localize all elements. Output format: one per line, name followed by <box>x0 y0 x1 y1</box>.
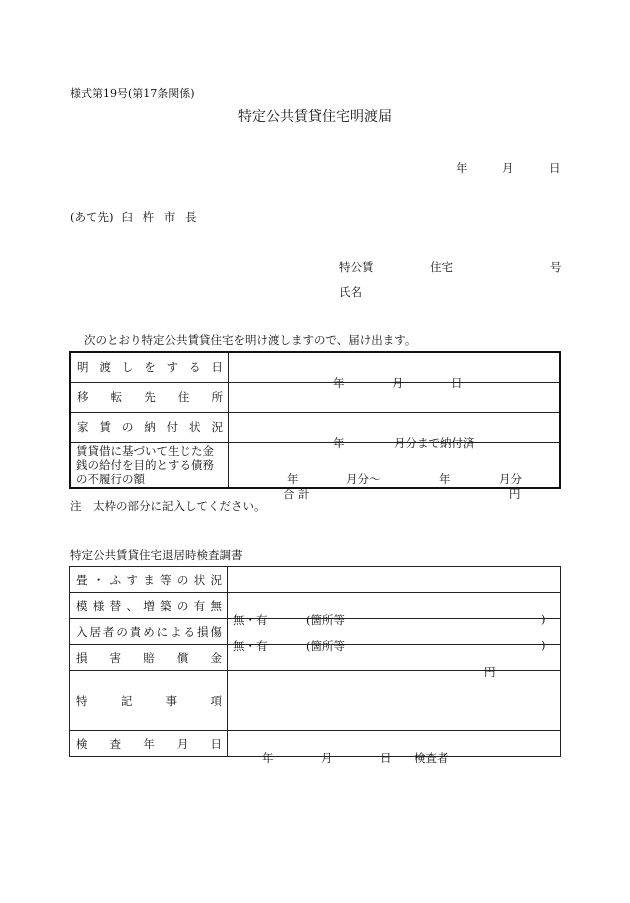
applicant-name-label: 氏名 <box>339 285 362 299</box>
spread-label <box>71 419 228 435</box>
label-char: 者 <box>102 624 115 639</box>
label-char: 日 <box>210 736 222 751</box>
debt-total-label: 合 計 <box>283 486 310 501</box>
debt-from-month-unit: 月分〜 <box>346 471 381 486</box>
compensation-yen-unit: 円 <box>484 664 496 679</box>
label-char: 特 <box>76 693 88 708</box>
debt-to-month-unit: 月分 <box>499 471 522 486</box>
label-char: 住 <box>177 390 190 404</box>
vacate-day-unit: 日 <box>451 376 463 391</box>
rent-year-unit: 年 <box>333 436 345 450</box>
label-char: 付 <box>166 420 179 434</box>
label-char: 居 <box>89 624 101 639</box>
label-char: 月 <box>176 736 189 751</box>
label-char: 有 <box>193 598 206 613</box>
inspector-label: 検査者 <box>414 750 449 765</box>
label-char: ふ <box>109 572 122 587</box>
addressee-prefix: (あて先) <box>70 210 114 224</box>
inspection-day-unit: 日 <box>380 750 392 765</box>
rent-status-label <box>70 412 229 442</box>
damage-field[interactable] <box>228 619 561 653</box>
debt-yen-unit: 円 <box>509 486 521 501</box>
renovation-close-paren: ) <box>541 611 546 626</box>
vacate-month-unit: 月 <box>392 376 404 391</box>
label-char: 増 <box>143 598 155 613</box>
label-char: の <box>116 624 128 639</box>
damage-choice[interactable]: 無・有 <box>233 638 268 653</box>
label-char: す <box>166 360 179 375</box>
label-char: の <box>176 598 189 613</box>
label-char: 検 <box>76 736 88 751</box>
label-char: 記 <box>120 693 133 708</box>
label-char: る <box>183 624 195 639</box>
label-char: 損 <box>76 650 88 665</box>
label-char: 、 <box>126 598 138 613</box>
rent-month-paid-text: 月分まで納付済 <box>394 436 475 450</box>
label-char: 先 <box>144 390 156 404</box>
housing-unit-label: 住宅 <box>430 260 453 274</box>
label-char: 様 <box>92 598 105 613</box>
label-char: 賠 <box>143 650 155 665</box>
new-address-label <box>70 382 229 412</box>
label-char: ・ <box>92 572 105 587</box>
vacate-year-unit: 年 <box>333 376 345 391</box>
debt-to-year-unit: 年 <box>439 471 451 486</box>
compensation-label <box>70 645 228 671</box>
addressee <box>70 209 199 225</box>
label-char: 無 <box>210 598 222 613</box>
table-row <box>70 567 561 593</box>
label-char: 項 <box>210 693 222 708</box>
date-day-label: 日 <box>549 161 561 175</box>
vacate-notice-table <box>69 351 561 501</box>
label-char: 況 <box>211 420 223 434</box>
table-row <box>70 352 560 382</box>
label-char: 賃 <box>99 420 111 434</box>
vacate-date-field[interactable] <box>229 352 561 391</box>
damage-location-label: (箇所等 <box>306 638 345 653</box>
label-char: に <box>156 624 169 639</box>
label-char: 渡 <box>99 360 111 375</box>
intro-text: 次のとおり特定公共賃貸住宅を明け渡しますので、届け出ます。 <box>84 333 417 347</box>
label-char: 畳 <box>76 572 88 587</box>
label-char: 状 <box>189 420 201 434</box>
label-char: 等 <box>160 572 172 587</box>
spread-label <box>70 598 227 614</box>
label-char: 年 <box>143 736 155 751</box>
label-char: よ <box>170 624 182 639</box>
renovation-choice[interactable]: 無・有 <box>233 612 268 627</box>
damage-close-paren: ) <box>541 637 546 652</box>
damage-label <box>70 619 228 645</box>
inspection-title: 特定公共賃貸住宅退居時検査調書 <box>70 548 243 562</box>
label-char: 査 <box>109 736 122 751</box>
vacate-date-label <box>70 352 229 382</box>
label-char: の <box>121 420 134 434</box>
label-char: 移 <box>77 390 89 404</box>
label-char: 状 <box>193 572 206 587</box>
table-row <box>70 412 560 442</box>
date-month-label: 月 <box>502 161 514 175</box>
label-char: す <box>126 572 138 587</box>
unpaid-debt-label: 賃貸借に基づいて生じた金銭の給付を目的とする債務の不履行の額 <box>70 442 229 488</box>
note-text: 注 太枠の部分に記入してください。 <box>70 499 266 513</box>
spread-label <box>70 572 227 588</box>
spread-label <box>70 693 227 709</box>
renovation-label <box>70 593 228 619</box>
form-number: 様式第19号(第17条関係) <box>70 87 195 100</box>
inspection-date-label <box>70 731 228 757</box>
label-char: 所 <box>211 390 223 404</box>
label-char: 事 <box>165 693 178 708</box>
tatami-status-field[interactable] <box>228 567 561 593</box>
remarks-field[interactable] <box>228 671 561 731</box>
label-char: 明 <box>77 360 89 375</box>
table-row <box>70 593 561 619</box>
spread-label <box>70 650 227 666</box>
label-char: し <box>121 360 134 375</box>
label-char: 日 <box>211 360 223 375</box>
table-row <box>70 731 561 757</box>
label-char: め <box>143 624 155 639</box>
compensation-field[interactable] <box>228 645 561 679</box>
remarks-label <box>70 671 228 731</box>
label-char: 模 <box>76 598 88 613</box>
spread-label <box>71 389 228 405</box>
label-char: 責 <box>129 624 142 639</box>
housing-number-label: 号 <box>550 260 562 274</box>
label-char: ま <box>143 572 155 587</box>
tatami-status-label <box>70 567 228 593</box>
spread-label <box>70 736 227 752</box>
inspection-year-unit: 年 <box>262 750 274 765</box>
inspection-date-field[interactable] <box>228 731 561 765</box>
label-char: の <box>176 572 189 587</box>
table-row <box>70 442 560 488</box>
rent-status-field[interactable] <box>229 412 561 450</box>
renovation-field[interactable] <box>228 593 561 627</box>
label-char: 傷 <box>210 624 222 639</box>
label-char: 金 <box>210 650 222 665</box>
debt-from-year-unit: 年 <box>287 471 299 486</box>
label-char: 築 <box>160 598 172 613</box>
label-char: 替 <box>109 598 122 613</box>
spread-label <box>70 624 227 640</box>
housing-type-label: 特公賃 <box>339 260 374 274</box>
addressee-name: 臼 杵 市 長 <box>121 210 200 224</box>
label-char: を <box>144 360 156 375</box>
label-char: 家 <box>77 420 89 434</box>
spread-label <box>71 359 228 375</box>
label-char: 害 <box>109 650 122 665</box>
label-char: 況 <box>210 572 222 587</box>
document-title: 特定公共賃貸住宅明渡届 <box>238 109 392 125</box>
inspection-table <box>69 566 561 765</box>
label-char: 損 <box>196 624 209 639</box>
table-row <box>70 671 561 731</box>
table-row <box>70 382 560 412</box>
label-char: 転 <box>110 390 123 404</box>
label-char: 納 <box>144 420 156 434</box>
date-year-label: 年 <box>456 161 468 175</box>
label-char: 償 <box>176 650 189 665</box>
label-char: 入 <box>76 624 88 639</box>
inspection-month-unit: 月 <box>321 750 333 765</box>
renovation-location-label: (箇所等 <box>306 612 345 627</box>
label-char: る <box>189 360 201 375</box>
